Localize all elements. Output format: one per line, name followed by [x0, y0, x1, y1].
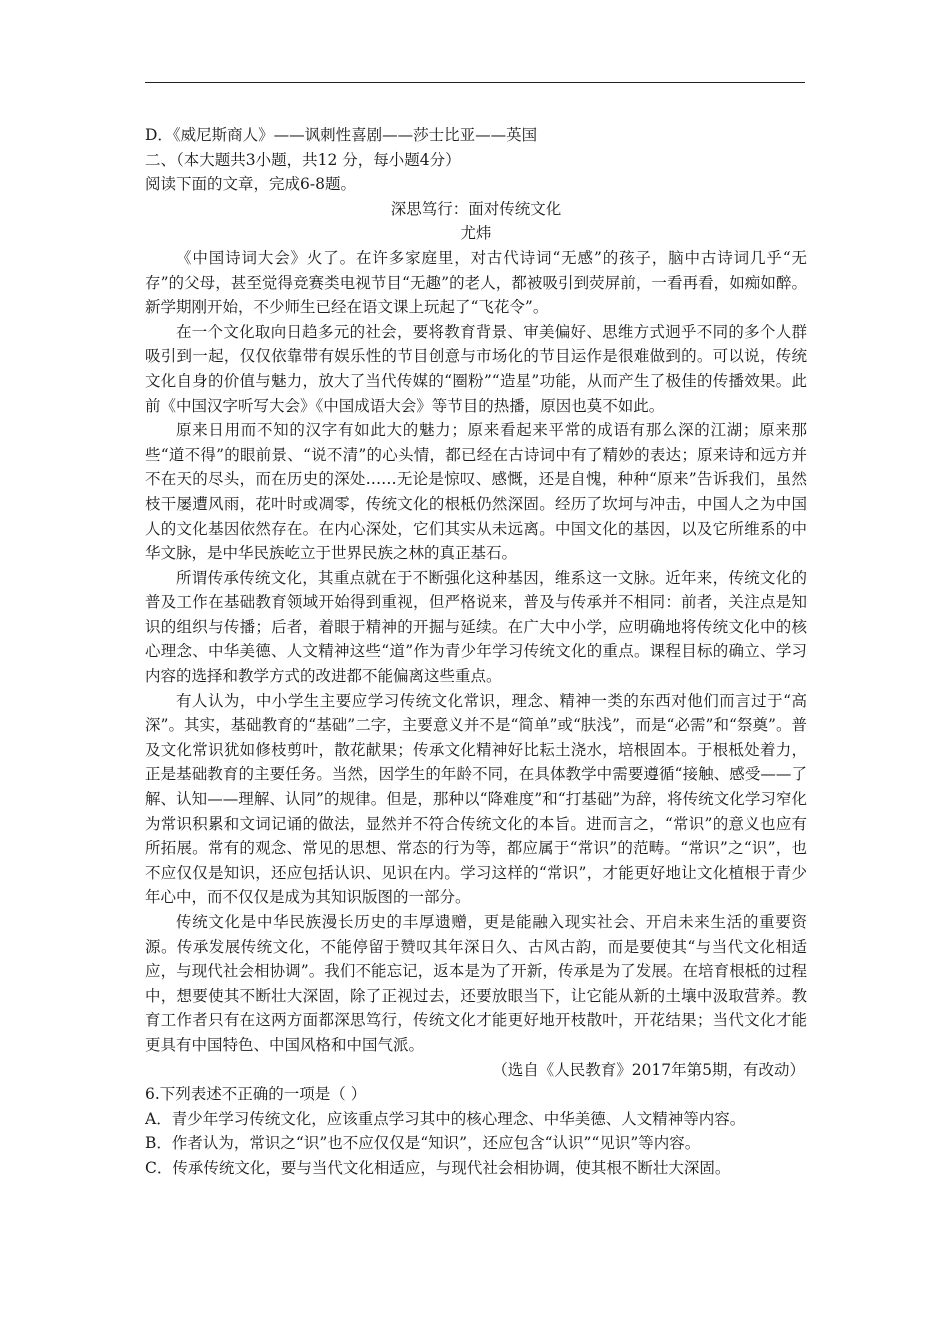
article-paragraph: 原来日用而不知的汉字有如此大的魅力；原来看起来平常的成语有那么深的江湖；原来那些“道不得”的眼前景、“说不清”的心头情，都已经在古诗词中有了精妙的表达；原来诗和远方并不在天的尽头，而在历史的深处……无论是惊叹、感慨，还是自愧，种种“原来”告诉我们，虽然枝干屡遭风雨，花叶时或凋零，传统文化的根柢仍然深固。经历了坎坷与冲击，中国人之为中国人的文化基因依然存在。在内心深处，它们其实从未远离。中国文化的基因，以及它所维系的中华文脉，是中华民族屹立于世界民族之林的真正基石。	[145, 421, 807, 563]
option-d-line: D．《威尼斯商人》——讽刺性喜剧——莎士比亚——英国	[145, 126, 538, 144]
reading-instruction: 阅读下面的文章，完成6-8题。	[145, 175, 356, 194]
article-paragraph: 传统文化是中华民族漫长历史的丰厚遗赠，更是能融入现实社会、开启未来生活的重要资源。传承发展传统文化，不能停留于赞叹其年深日久、古风古韵，而是要使其“与当代文化相适应，与现代社会相协调”。我们不能忘记，返本是为了开新，传承是为了发展。在培育根柢的过程中，想要使其不断壮大深固，除了正视过去，还要放眼当下，让它能从新的土壤中汲取营养。教育工作者只有在这两方面都深思笃行，传统文化才能更好地开枝散叶，开花结果；当代文化才能更具有中国特色、中国风格和中国气派。	[145, 913, 807, 1054]
question-option-a: A．青少年学习传统文化，应该重点学习其中的核心理念、中华美德、人文精神等内容。	[145, 1109, 746, 1128]
question-option-b: B．作者认为，常识之“识”也不应仅仅是“知识”，还应包含“认识”“见识”等内容。	[145, 1134, 701, 1153]
document-body	[145, 123, 807, 1181]
article-source: （选自《人民教育》2017年第5期，有改动）	[492, 1060, 805, 1079]
section-heading: 二、（本大题共3小题，共12 分，每小题4分）	[145, 150, 461, 169]
header-rule	[145, 82, 805, 83]
question-stem: 6.下列表述不正确的一项是（ ）	[145, 1085, 367, 1104]
article-paragraph: 所谓传承传统文化，其重点就在于不断强化这种基因，维系这一文脉。近年来，传统文化的普及工作在基础教育领域开始得到重视，但严格说来，普及与传承并不相同：前者，关注点是知识的组织与传播；后者，着眼于精神的开掘与延续。在广大中小学，应明确地将传统文化中的核心理念、中华美德、人文精神这些“道”作为青少年学习传统文化的重点。课程目标的确立、学习内容的选择和教学方式的改进都不能偏离这些重点。	[145, 568, 807, 686]
question-option-c: C．传承传统文化，要与当代文化相适应，与现代社会相协调，使其根不断壮大深固。	[145, 1158, 731, 1177]
article-paragraph: 在一个文化取向日趋多元的社会，要将教育背景、审美偏好、思维方式迥乎不同的多个人群吸引到一起，仅仅依靠带有娱乐性的节目创意与市场化的节目运作是很难做到的。可以说，传统文化自身的价值与魅力，放大了当代传媒的“圈粉”“造星”功能，从而产生了极佳的传播效果。此前《中国汉字听写大会》《中国成语大会》等节目的热播，原因也莫不如此。	[145, 322, 807, 415]
article-paragraph: 《中国诗词大会》火了。在许多家庭里，对古代诗词“无感”的孩子，脑中古诗词几乎“无存”的父母，甚至觉得竞赛类电视节目“无趣”的老人，都被吸引到荧屏前，一看再看，如痴如醉。新学期刚开始，不少师生已经在语文课上玩起了“飞花令”。	[145, 248, 807, 317]
article-author: 尤炜	[460, 224, 492, 243]
article-paragraph: 有人认为，中小学生主要应学习传统文化常识，理念、精神一类的东西对他们而言过于“高深”。其实，基础教育的“基础”二字，主要意义并不是“简单”或“肤浅”，而是“必需”和“祭奠”。普及文化常识犹如修枝剪叶，散花献果；传承文化精神好比耘土浇水，培根固本。于根柢处着力，正是基础教育的主要任务。当然，因学生的年龄不同，在具体教学中需要遵循“接触、感受——了解、认知——理解、认同”的规律。但是，那种以“降难度”和“打基础”为辞，将传统文化学习窄化为常识积累和文词记诵的做法，显然并不符合传统文化的本旨。进而言之，“常识”的意义也应有所拓展。常有的观念、常见的思想、常态的行为等，都应属于“常识”的范畴。“常识”之“识”，也不应仅仅是知识，还应包括认识、见识在内。学习这样的“常识”，才能更好地让文化植根于青少年心中，而不仅仅是成为其知识版图的一部分。	[145, 691, 807, 907]
article-title: 深思笃行：面对传统文化	[390, 199, 562, 218]
